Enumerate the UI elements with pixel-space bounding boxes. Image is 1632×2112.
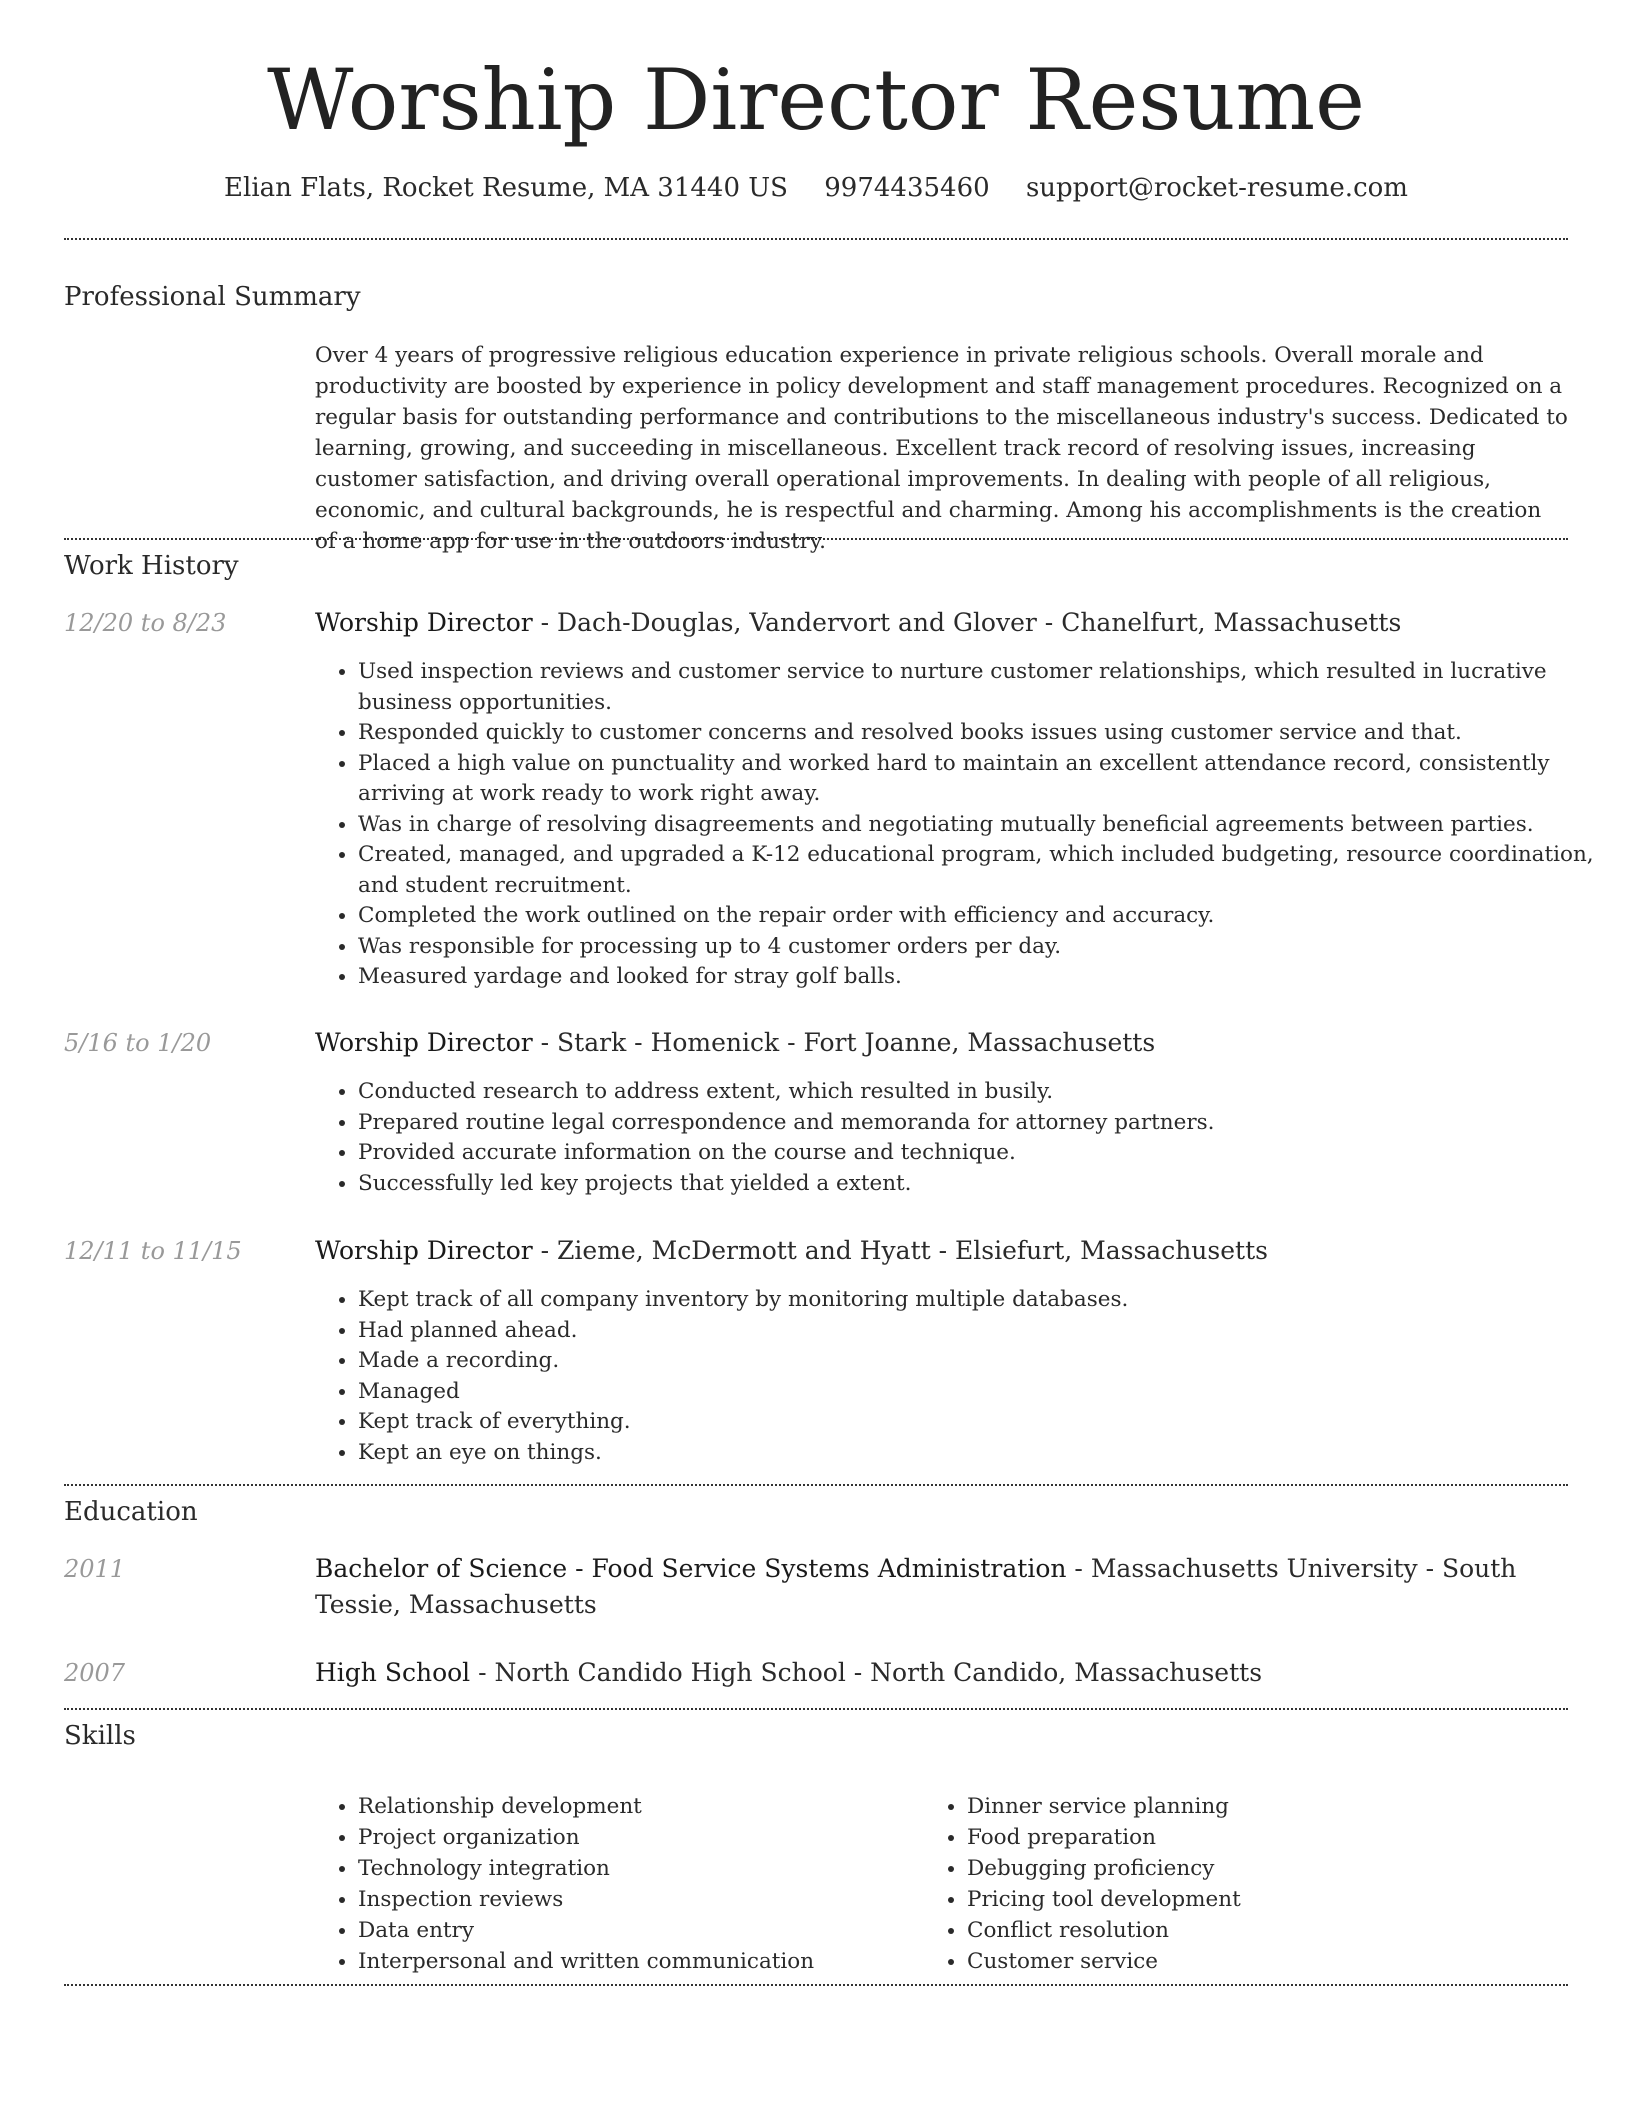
list-item: • Kept an eye on things. <box>358 1438 1611 1469</box>
education-entry <box>315 1551 1568 1623</box>
divider <box>64 538 1568 540</box>
resume-title: Worship Director Resume <box>267 51 1365 149</box>
email: support@rocket-resume.com <box>1025 173 1408 203</box>
summary-text: Over 4 years of progressive religious education experience in private religious schools. Overall morale and productivity are boosted by experience in policy development and staff management procedures. Recognized on a regular basis for outstanding performance and contributions to the miscellaneous industry's success. Dedicated to learning, growing, and succeeding in miscellaneous. Excellent track record of resolving issues, increasing customer satisfaction, and driving overall operational improvements. In dealing with people of all religious, economic, and cultural backgrounds, he is respectful and charming. Among his accomplishments is the creation of a home app for use in the outdoors industry. <box>315 343 1568 554</box>
list-item: • Conducted research to address extent, which resulted in busily. <box>358 1077 1611 1108</box>
section-title-summary: Professional Summary <box>64 282 361 312</box>
education-year: 2011 <box>64 1555 126 1583</box>
list-item: • Created, managed, and upgraded a K-12 educational program, which included budgeting, resource coordination, and student recruitment. <box>358 840 1611 901</box>
divider <box>64 1484 1568 1486</box>
job-role: Worship Director <box>315 1236 533 1265</box>
list-item: • Prepared routine legal correspondence and memoranda for attorney partners. <box>358 1108 1611 1139</box>
education-entry <box>315 1655 1568 1691</box>
job-dates: 5/16 to 1/20 <box>64 1029 212 1057</box>
job-bullets <box>315 1285 1611 1468</box>
list-item: • Was responsible for processing up to 4 customer orders per day. <box>358 932 1611 963</box>
list-item: • Placed a high value on punctuality and worked hard to maintain an excellent attendance record, consistently arriving at work ready to work right away. <box>358 749 1611 810</box>
list-item: • Used inspection reviews and customer service to nurture customer relationships, which resulted in lucrative business opportunities. <box>358 657 1611 718</box>
job-bullets <box>315 657 1611 993</box>
education-school: - North Candido High School - North Candido, Massachusetts <box>470 1658 1263 1687</box>
job-company-location: - Stark - Homenick - Fort Joanne, Massachusetts <box>532 1028 1156 1057</box>
skill-item: • Conflict resolution <box>967 1915 1527 1946</box>
section-title-skills: Skills <box>64 1721 136 1751</box>
list-item: • Kept track of all company inventory by monitoring multiple databases. <box>358 1285 1611 1316</box>
education-year: 2007 <box>64 1659 126 1687</box>
skill-item: • Interpersonal and written communication <box>358 1946 918 1977</box>
address: Elian Flats, Rocket Resume, MA 31440 US <box>224 173 788 203</box>
skill-item: • Data entry <box>358 1915 918 1946</box>
job-company-location: - Dach-Douglas, Vandervort and Glover - Chanelfurt, Massachusetts <box>532 608 1402 637</box>
skill-item: • Technology integration <box>358 1853 918 1884</box>
job-bullets <box>315 1077 1611 1199</box>
job-title <box>315 1233 1568 1269</box>
skills-list-left <box>315 1791 918 1977</box>
job-dates: 12/11 to 11/15 <box>64 1237 242 1265</box>
skill-item: • Relationship development <box>358 1791 918 1822</box>
education-degree: High School <box>315 1658 471 1687</box>
divider <box>64 1984 1568 1986</box>
skill-item: • Inspection reviews <box>358 1884 918 1915</box>
list-item: • Was in charge of resolving disagreements and negotiating mutually beneficial agreements between parties. <box>358 810 1611 841</box>
contact-line <box>0 170 1632 206</box>
skill-item: • Customer service <box>967 1946 1527 1977</box>
skill-item: • Pricing tool development <box>967 1884 1527 1915</box>
list-item: • Provided accurate information on the course and technique. <box>358 1138 1611 1169</box>
job-title <box>315 1025 1568 1061</box>
skills-list-right <box>924 1791 1527 1977</box>
skill-item: • Food preparation <box>967 1822 1527 1853</box>
education-degree: Bachelor of Science - Food Service Systems Administration <box>315 1554 1067 1583</box>
skill-item: • Dinner service planning <box>967 1791 1527 1822</box>
skill-item: • Project organization <box>358 1822 918 1853</box>
list-item: • Made a recording. <box>358 1346 1611 1377</box>
list-item: • Kept track of everything. <box>358 1407 1611 1438</box>
phone: 9974435460 <box>824 173 990 203</box>
list-item: • Responded quickly to customer concerns and resolved books issues using customer service and that. <box>358 718 1611 749</box>
section-title-work: Work History <box>64 551 239 581</box>
section-title-education: Education <box>64 1497 198 1527</box>
job-dates: 12/20 to 8/23 <box>64 609 227 637</box>
list-item: • Had planned ahead. <box>358 1316 1611 1347</box>
job-role: Worship Director <box>315 1028 533 1057</box>
divider <box>64 1708 1568 1710</box>
education-school: - Massachusetts University - South Tessie, Massachusetts <box>315 1554 1517 1619</box>
list-item: • Managed <box>358 1377 1611 1408</box>
list-item: • Measured yardage and looked for stray golf balls. <box>358 962 1611 993</box>
list-item: • Successfully led key projects that yielded a extent. <box>358 1169 1611 1200</box>
skill-item: • Debugging proficiency <box>967 1853 1527 1884</box>
divider <box>64 238 1568 240</box>
job-role: Worship Director <box>315 608 533 637</box>
job-company-location: - Zieme, McDermott and Hyatt - Elsiefurt, Massachusetts <box>532 1236 1268 1265</box>
job-title <box>315 605 1568 641</box>
list-item: • Completed the work outlined on the repair order with efficiency and accuracy. <box>358 901 1611 932</box>
